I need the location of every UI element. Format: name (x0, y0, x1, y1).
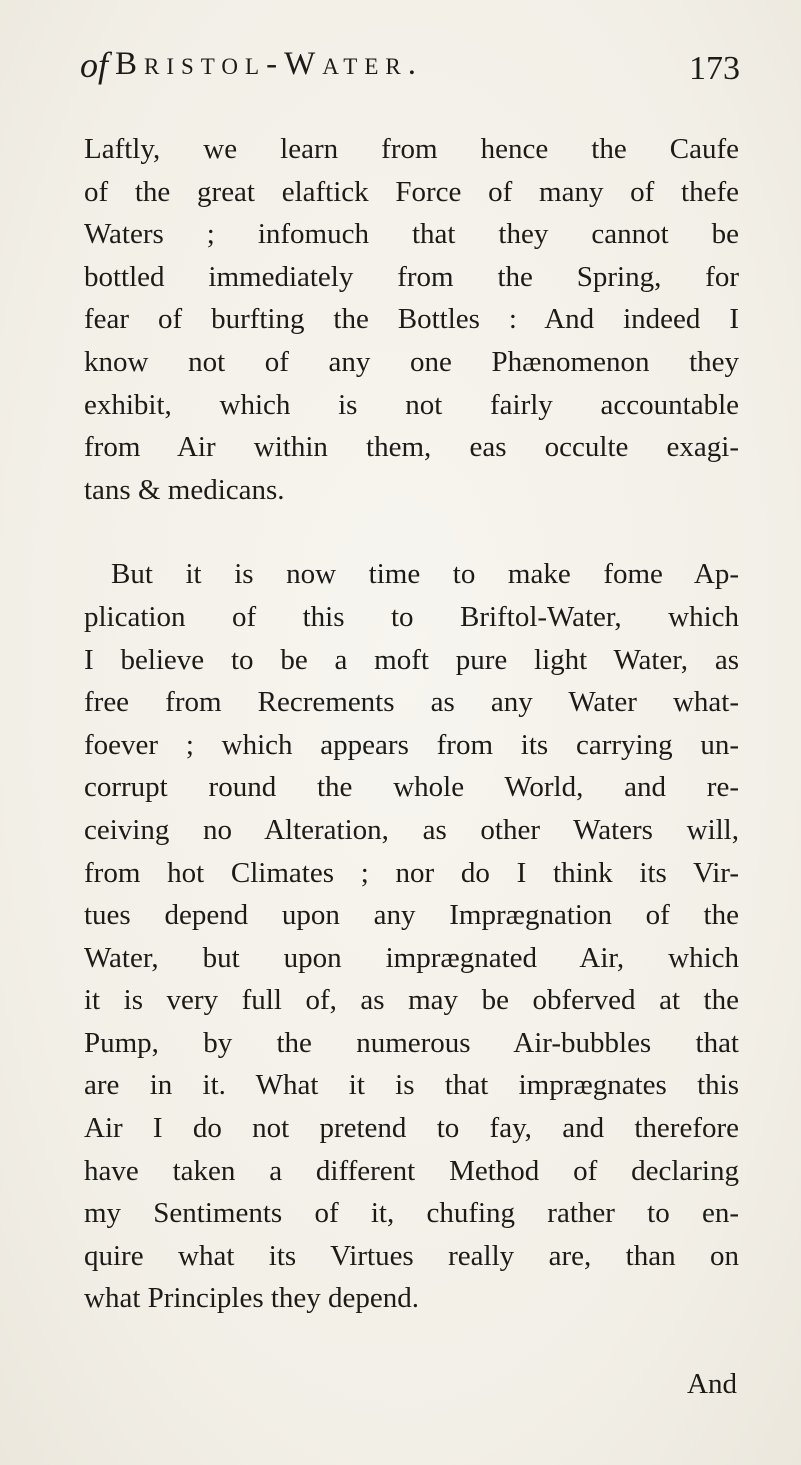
text-line: Waters ; infomuch that they cannot be (84, 218, 739, 251)
text-line: bottled immediately from the Spring, for (84, 260, 739, 293)
paragraph-gap (84, 511, 739, 553)
catchword: And (687, 1368, 737, 1400)
paragraph-1 (84, 128, 739, 511)
paragraph-2 (84, 553, 739, 1320)
text-line: what Principles they depend. (84, 1282, 420, 1315)
text-line: foever ; which appears from its carrying un- (84, 728, 739, 761)
text-line: Air I do not pretend to fay, and therefore (84, 1112, 739, 1145)
text-line: tans & medicans. (84, 473, 285, 506)
body-text (84, 128, 739, 1320)
text-line: exhibit, which is not fairly accountable (84, 388, 739, 421)
text-line: from Air within them, eas occulte exagi- (84, 431, 739, 464)
text-line: I believe to be a moft pure light Water, as (84, 643, 739, 676)
text-line: of the great elaftick Force of many of thefe (84, 175, 739, 208)
text-line: are in it. What it is that imprægnates this (84, 1069, 739, 1102)
text-line: free from Recrements as any Water what- (84, 686, 739, 719)
text-line: my Sentiments of it, chufing rather to en- (84, 1197, 739, 1230)
text-line: But it is now time to make fome Ap- (111, 558, 739, 591)
text-line: Water, but upon imprægnated Air, which (84, 941, 739, 974)
text-line: Pump, by the numerous Air-bubbles that (84, 1026, 739, 1059)
text-line: it is very full of, as may be obferved at the (84, 984, 739, 1017)
text-line: ceiving no Alteration, as other Waters will, (84, 813, 739, 846)
page-number: 173 (689, 50, 740, 87)
running-head-title: Bristol-Water. (115, 46, 423, 82)
text-line: fear of burfting the Bottles : And indeed I (84, 303, 739, 336)
text-line: have taken a different Method of declaring (84, 1154, 739, 1187)
running-head-of: of (80, 45, 109, 85)
text-line: plication of this to Briftol-Water, which (84, 600, 739, 633)
text-line: corrupt round the whole World, and re- (84, 771, 739, 804)
text-line: from hot Climates ; nor do I think its Vir- (84, 856, 739, 889)
text-line: tues depend upon any Imprægnation of the (84, 899, 739, 932)
text-line: know not of any one Phænomenon they (84, 345, 739, 378)
text-line: Laftly, we learn from hence the Caufe (84, 133, 739, 165)
running-head (80, 40, 740, 100)
text-line: quire what its Virtues really are, than on (84, 1239, 739, 1272)
